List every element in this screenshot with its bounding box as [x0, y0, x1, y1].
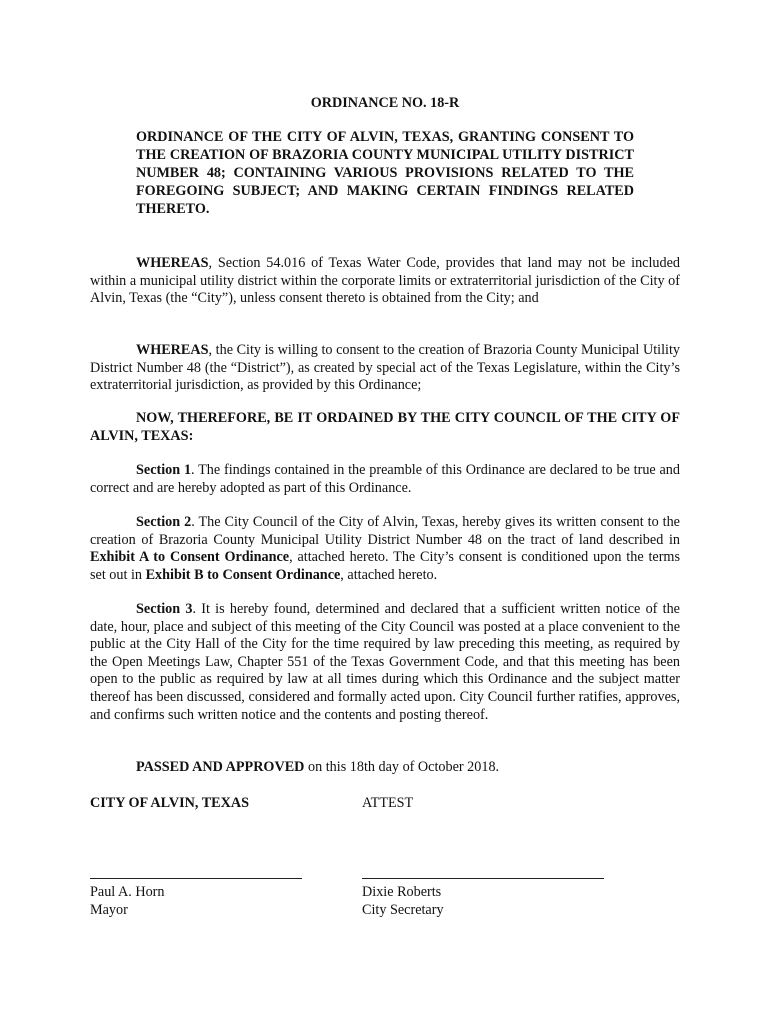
section-label: Section 3	[136, 601, 193, 617]
whereas-lead: WHEREAS	[136, 255, 209, 271]
secretary-name: Dixie Roberts	[362, 884, 442, 900]
section-3	[90, 601, 680, 724]
section-label: Section 1	[136, 462, 192, 478]
ordained-text: NOW, THEREFORE, BE IT ORDAINED BY THE CITY COUNCIL OF THE CITY OF ALVIN, TEXAS:	[90, 410, 680, 444]
whereas-paragraph-2	[90, 342, 680, 395]
section-text: . The findings contained in the preamble of this Ordinance are declared to be true and correct and are hereby adopted as part of this Ordinance.	[90, 462, 680, 496]
section-label: Section 2	[136, 514, 192, 530]
mayor-name: Paul A. Horn	[90, 884, 165, 900]
section-1	[90, 462, 680, 497]
exhibit-a-reference: Exhibit A to Consent Ordinance	[90, 549, 290, 566]
whereas-lead: WHEREAS	[136, 342, 209, 358]
section-text: , attached hereto. The City’s consent is conditioned upon the terms set out in	[90, 549, 680, 583]
ordained-clause	[90, 410, 680, 445]
section-2	[90, 514, 680, 584]
passed-lead: PASSED AND APPROVED	[136, 759, 305, 775]
section-text: . It is hereby found, determined and declared that a sufficient written notice of the date, hour, place and subject of this meeting of the City Council was posted at a place convenient to the public at the City Hall of the City for the time required by law preceding this meeting, as required by the Open Meetings Law, Chapter 551 of the Texas Government Code, and that this meeting has been open to the public as required by law at all times during which this Ordinance and the subject matter thereof has been discussed, considered and formally acted upon. City Council further ratifies, approves, and confirms such written notice and the contents and posting thereof.	[90, 601, 680, 723]
ordinance-number: ORDINANCE NO. 18-R	[310, 95, 460, 111]
exhibit-b-reference: Exhibit B to Consent Ordinance	[145, 566, 341, 583]
whereas-paragraph-1	[90, 255, 680, 308]
passed-approved	[90, 759, 680, 777]
section-text: , attached hereto.	[340, 566, 438, 583]
mayor-signature-line	[90, 878, 302, 879]
passed-text: on this 18th day of October 2018.	[304, 759, 500, 775]
secretary-title: City Secretary	[362, 902, 444, 918]
whereas-text: , Section 54.016 of Texas Water Code, provides that land may not be included within a municipal utility district within the corporate limits or extraterritorial jurisdiction of the City of Alvin, Texas (the “City”), unless consent thereto is obtained from the City; and	[90, 255, 680, 307]
whereas-text: , the City is willing to consent to the creation of Brazoria County Municipal Utility District Number 48 (the “District”), as created by special act of the Texas Legislature, within the City’s extraterritorial jurisdiction, as provided by this Ordinance;	[90, 342, 680, 394]
section-text: . The City Council of the City of Alvin, Texas, hereby gives its written consent to the creation of Brazoria County Municipal Utility District Number 48 on the tract of land described in	[90, 514, 680, 548]
mayor-title: Mayor	[90, 902, 128, 918]
attest-heading: ATTEST	[362, 795, 414, 811]
ordinance-title: ORDINANCE OF THE CITY OF ALVIN, TEXAS, GRANTING CONSENT TO THE CREATION OF BRAZORIA COUNTY MUNICIPAL UTILITY DISTRICT NUMBER 48; CONTAINING VARIOUS PROVISIONS RELATED TO THE FOREGOING SUBJECT; AND MAKING CERTAIN FINDINGS RELATED THERETO.	[136, 129, 634, 217]
city-heading: CITY OF ALVIN, TEXAS	[90, 795, 249, 811]
secretary-signature-line	[362, 878, 604, 879]
